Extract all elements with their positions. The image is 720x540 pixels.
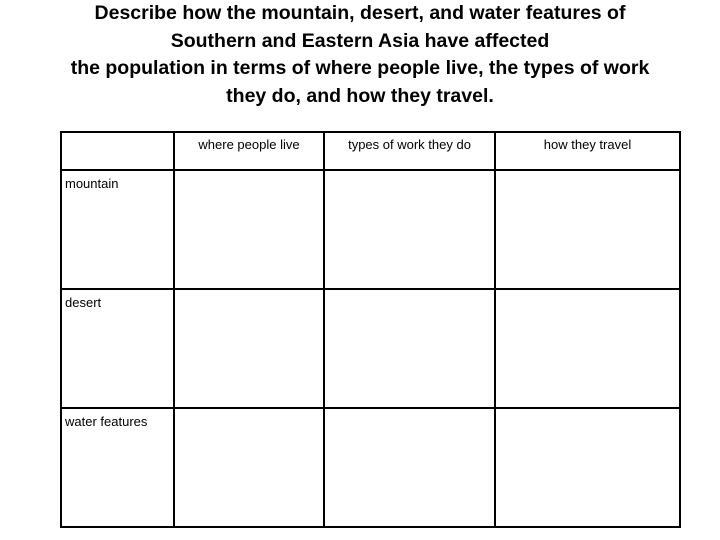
row-label-water-features: water features: [61, 408, 174, 527]
corner-cell: [61, 132, 174, 170]
row-label-mountain: mountain: [61, 170, 174, 289]
answer-cell-desert-where-people-live[interactable]: [174, 289, 324, 408]
table-row-desert: [61, 289, 680, 408]
prompt-line-3: the population in terms of where people live, the types of work: [70, 57, 650, 79]
answer-cell-desert-how-they-travel[interactable]: [495, 289, 680, 408]
prompt-line-4: they do, and how they travel.: [226, 84, 494, 107]
answer-cell-mountain-how-they-travel[interactable]: [495, 170, 680, 289]
response-table: [60, 131, 681, 528]
column-header-types-of-work: types of work they do: [324, 132, 495, 170]
prompt-line-2: Southern and Eastern Asia have affected: [170, 29, 550, 52]
prompt-line-1: Describe how the mountain, desert, and water features of: [94, 2, 626, 24]
answer-cell-water-features-where-people-live[interactable]: [174, 408, 324, 527]
answer-cell-mountain-where-people-live[interactable]: [174, 170, 324, 289]
table-row-mountain: [61, 170, 680, 289]
table-row-water-features: [61, 408, 680, 527]
answer-cell-mountain-types-of-work[interactable]: [324, 170, 495, 289]
column-header-where-people-live: where people live: [174, 132, 324, 170]
answer-cell-water-features-how-they-travel[interactable]: [495, 408, 680, 527]
table-header-row: [61, 132, 680, 170]
column-header-how-they-travel: how they travel: [495, 132, 680, 170]
worksheet-prompt: [0, 0, 720, 110]
answer-cell-water-features-types-of-work[interactable]: [324, 408, 495, 527]
row-label-desert: desert: [61, 289, 174, 408]
answer-cell-desert-types-of-work[interactable]: [324, 289, 495, 408]
